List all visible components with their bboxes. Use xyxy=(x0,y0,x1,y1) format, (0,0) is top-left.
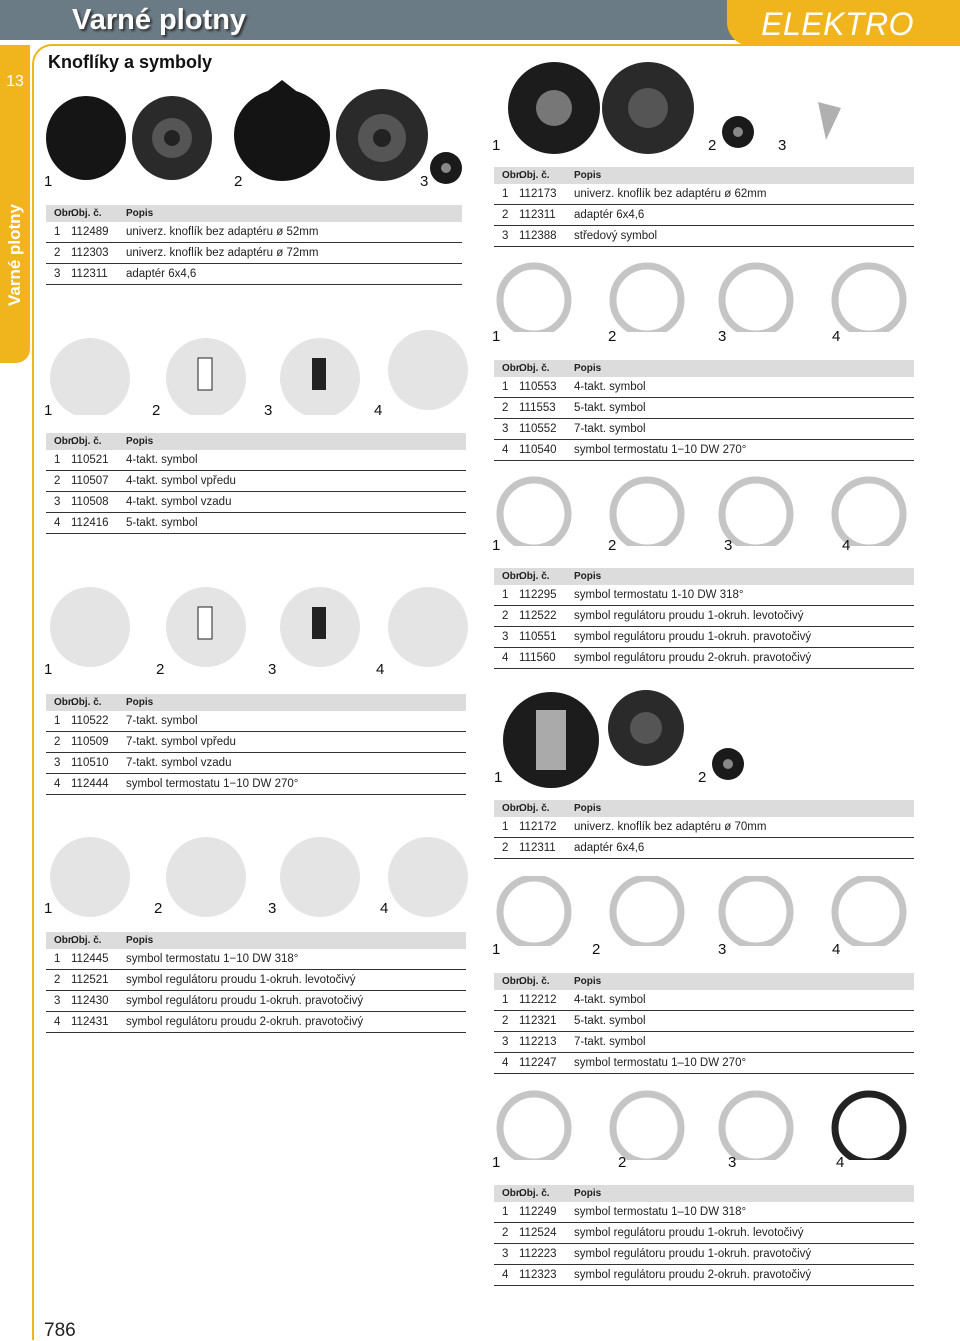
cell-fig: 4 xyxy=(54,1016,61,1028)
table-row xyxy=(46,949,466,970)
cell-description: 7-takt. symbol vzadu xyxy=(126,757,232,769)
product-table xyxy=(46,205,462,285)
cell-fig: 2 xyxy=(54,974,61,986)
cell-description: 4-takt. symbol vzadu xyxy=(126,496,232,508)
col-order-no: Obj. č. xyxy=(519,170,550,181)
cell-fig: 2 xyxy=(502,209,509,221)
table-row xyxy=(46,492,466,513)
cell-description: symbol termostatu 1−10 DW 318° xyxy=(126,953,299,965)
col-order-no: Obj. č. xyxy=(519,1188,550,1199)
cell-order-no: 110507 xyxy=(71,475,109,487)
cell-fig: 1 xyxy=(54,715,61,727)
cell-order-no: 110553 xyxy=(519,381,557,393)
cell-order-no: 110522 xyxy=(71,715,109,727)
figure-label: 2 xyxy=(156,661,165,678)
cell-description: symbol regulátoru proudu 1-okruh. pravotočivý xyxy=(126,995,364,1007)
cell-fig: 3 xyxy=(54,268,61,280)
col-fig: Obr. xyxy=(502,803,523,814)
cell-fig: 1 xyxy=(502,381,509,393)
table-row xyxy=(494,440,914,461)
cell-description: univerz. knoflík bez adaptéru ø 52mm xyxy=(126,226,319,238)
cell-fig: 2 xyxy=(502,1227,509,1239)
knob-image-group-3 xyxy=(496,688,776,788)
col-description: Popis xyxy=(574,363,602,374)
cell-order-no: 110552 xyxy=(519,423,557,435)
table-row xyxy=(46,471,466,492)
col-description: Popis xyxy=(126,935,154,946)
cell-description: 7-takt. symbol xyxy=(126,715,198,727)
table-row xyxy=(494,377,914,398)
cell-description: 7-takt. symbol vpředu xyxy=(126,736,236,748)
cell-description: univerz. knoflík bez adaptéru ø 70mm xyxy=(574,821,767,833)
cell-fig: 2 xyxy=(502,610,509,622)
table-row xyxy=(494,1011,914,1032)
col-order-no: Obj. č. xyxy=(71,208,102,219)
col-fig: Obr. xyxy=(54,935,75,946)
cell-fig: 2 xyxy=(502,842,509,854)
figure-label: 1 xyxy=(44,402,53,419)
figure-label: 1 xyxy=(492,328,501,345)
table-row xyxy=(46,513,466,534)
cell-fig: 4 xyxy=(502,652,509,664)
cell-fig: 1 xyxy=(54,226,61,238)
table-row xyxy=(494,606,914,627)
cell-order-no: 112311 xyxy=(519,209,556,221)
knob-image-group-2 xyxy=(496,60,856,155)
cell-order-no: 112388 xyxy=(519,230,557,242)
cell-order-no: 112213 xyxy=(519,1036,557,1048)
figure-label: 1 xyxy=(492,1154,501,1171)
col-order-no: Obj. č. xyxy=(519,976,550,987)
cell-order-no: 110509 xyxy=(71,736,109,748)
figure-label: 1 xyxy=(494,769,503,786)
cell-order-no: 110521 xyxy=(71,454,109,466)
table-row xyxy=(494,627,914,648)
table-header xyxy=(46,433,466,450)
table-row xyxy=(494,990,914,1011)
cell-description: symbol regulátoru proudu 2-okruh. pravotočivý xyxy=(126,1016,364,1028)
figure-label: 3 xyxy=(268,900,277,917)
table-row xyxy=(46,450,466,471)
page-subtitle: Knoflíky a symboly xyxy=(48,52,213,72)
cell-description: 5-takt. symbol xyxy=(574,402,646,414)
cell-fig: 2 xyxy=(54,736,61,748)
figure-label: 2 xyxy=(708,137,717,154)
table-row xyxy=(494,585,914,606)
figure-label: 3 xyxy=(268,661,277,678)
cell-description: 7-takt. symbol xyxy=(574,1036,646,1048)
cell-order-no: 112247 xyxy=(519,1057,557,1069)
cell-fig: 4 xyxy=(502,1269,509,1281)
col-fig: Obr. xyxy=(502,363,523,374)
cell-fig: 1 xyxy=(502,994,509,1006)
cell-description: symbol regulátoru proudu 1-okruh. pravotočivý xyxy=(574,631,812,643)
table-row xyxy=(494,648,914,669)
product-table xyxy=(494,800,914,859)
product-table xyxy=(494,1185,914,1286)
cell-description: symbol termostatu 1−10 DW 270° xyxy=(574,444,747,456)
cell-fig: 1 xyxy=(502,821,509,833)
cell-fig: 1 xyxy=(502,188,509,200)
cell-description: 4-takt. symbol vpředu xyxy=(126,475,236,487)
page-title: Varné plotny xyxy=(72,4,247,36)
cell-order-no: 112249 xyxy=(519,1206,557,1218)
figure-label: 4 xyxy=(836,1154,845,1171)
table-row xyxy=(46,243,462,264)
figure-label: 2 xyxy=(608,328,617,345)
figure-label: 3 xyxy=(718,328,727,345)
col-fig: Obr. xyxy=(54,697,75,708)
cell-order-no: 112521 xyxy=(71,974,109,986)
section-number: 13 xyxy=(6,73,24,90)
cell-fig: 3 xyxy=(54,496,61,508)
ring-image-group-3 xyxy=(494,876,914,946)
cell-order-no: 112524 xyxy=(519,1227,557,1239)
cell-order-no: 112173 xyxy=(519,188,557,200)
cell-fig: 2 xyxy=(502,1015,509,1027)
cell-order-no: 112445 xyxy=(71,953,109,965)
table-row xyxy=(46,991,466,1012)
cell-order-no: 112321 xyxy=(519,1015,557,1027)
cell-fig: 4 xyxy=(502,444,509,456)
product-table xyxy=(494,360,914,461)
table-row xyxy=(494,1265,914,1286)
cell-order-no: 110508 xyxy=(71,496,109,508)
cell-order-no: 112489 xyxy=(71,226,109,238)
product-table xyxy=(46,694,466,795)
figure-label: 3 xyxy=(264,402,273,419)
table-row xyxy=(46,264,462,285)
figure-label: 1 xyxy=(44,661,53,678)
figure-label: 2 xyxy=(154,900,163,917)
table-row xyxy=(46,1012,466,1033)
col-order-no: Obj. č. xyxy=(71,697,102,708)
figure-label: 4 xyxy=(376,661,385,678)
cell-description: univerz. knoflík bez adaptéru ø 62mm xyxy=(574,188,767,200)
page-number: 786 xyxy=(44,1320,76,1341)
col-fig: Obr. xyxy=(502,170,523,181)
ring-image-group-1 xyxy=(494,262,914,332)
figure-label: 2 xyxy=(592,941,601,958)
cell-fig: 3 xyxy=(54,757,61,769)
product-table xyxy=(494,167,914,247)
cell-description: adaptér 6x4,6 xyxy=(574,842,645,854)
section-side-label: Varné plotny xyxy=(5,203,24,307)
cell-description: symbol termostatu 1–10 DW 270° xyxy=(574,1057,747,1069)
col-description: Popis xyxy=(126,697,154,708)
col-fig: Obr. xyxy=(502,976,523,987)
figure-label: 2 xyxy=(152,402,161,419)
figure-label: 3 xyxy=(420,173,429,190)
cell-order-no: 110551 xyxy=(519,631,557,643)
cell-fig: 2 xyxy=(502,402,509,414)
col-fig: Obr. xyxy=(54,436,75,447)
col-description: Popis xyxy=(574,976,602,987)
cell-fig: 3 xyxy=(502,423,509,435)
table-row xyxy=(494,184,914,205)
table-row xyxy=(494,1053,914,1074)
table-row xyxy=(46,753,466,774)
cell-fig: 1 xyxy=(502,1206,509,1218)
figure-label: 1 xyxy=(492,537,501,554)
product-table xyxy=(494,568,914,669)
table-row xyxy=(494,205,914,226)
figure-label: 3 xyxy=(718,941,727,958)
figure-label: 3 xyxy=(724,537,733,554)
brand-tab xyxy=(727,0,960,46)
cell-order-no: 112444 xyxy=(71,778,109,790)
cell-description: 5-takt. symbol xyxy=(126,517,198,529)
cell-description: 5-takt. symbol xyxy=(574,1015,646,1027)
cell-description: adaptér 6x4,6 xyxy=(574,209,645,221)
table-row xyxy=(494,419,914,440)
figure-label: 1 xyxy=(44,173,53,190)
cell-description: 4-takt. symbol xyxy=(126,454,198,466)
cell-description: symbol termostatu 1-10 DW 318° xyxy=(574,589,744,601)
cell-fig: 4 xyxy=(54,517,61,529)
cell-order-no: 112311 xyxy=(519,842,556,854)
table-row xyxy=(46,711,466,732)
table-header xyxy=(494,167,914,184)
cell-fig: 3 xyxy=(502,230,509,242)
col-description: Popis xyxy=(574,170,602,181)
dial-image-group-3 xyxy=(48,835,468,920)
figure-label: 2 xyxy=(698,769,707,786)
col-order-no: Obj. č. xyxy=(519,363,550,374)
cell-description: adaptér 6x4,6 xyxy=(126,268,197,280)
product-table xyxy=(46,433,466,534)
table-row xyxy=(494,1202,914,1223)
figure-label: 4 xyxy=(374,402,383,419)
cell-order-no: 111553 xyxy=(519,402,556,414)
cell-fig: 1 xyxy=(54,454,61,466)
figure-label: 1 xyxy=(44,900,53,917)
col-fig: Obr. xyxy=(502,1188,523,1199)
cell-description: 7-takt. symbol xyxy=(574,423,646,435)
figure-label: 3 xyxy=(728,1154,737,1171)
table-row xyxy=(46,970,466,991)
table-header xyxy=(46,932,466,949)
col-order-no: Obj. č. xyxy=(71,935,102,946)
table-row xyxy=(494,817,914,838)
figure-label: 2 xyxy=(608,537,617,554)
cell-fig: 4 xyxy=(502,1057,509,1069)
figure-label: 3 xyxy=(778,137,787,154)
figure-label: 2 xyxy=(234,173,243,190)
figure-label: 2 xyxy=(618,1154,627,1171)
cell-order-no: 110510 xyxy=(71,757,109,769)
cell-order-no: 112522 xyxy=(519,610,557,622)
cell-order-no: 112212 xyxy=(519,994,557,1006)
cell-order-no: 112172 xyxy=(519,821,557,833)
cell-order-no: 112311 xyxy=(71,268,108,280)
cell-fig: 3 xyxy=(502,631,509,643)
cell-order-no: 112416 xyxy=(71,517,109,529)
cell-fig: 4 xyxy=(54,778,61,790)
dial-image-group-2 xyxy=(48,585,468,670)
ring-image-group-4 xyxy=(494,1090,914,1160)
cell-description: symbol regulátoru proudu 1-okruh. levotočivý xyxy=(126,974,356,986)
figure-label: 1 xyxy=(492,137,501,154)
table-row xyxy=(494,398,914,419)
cell-fig: 1 xyxy=(502,589,509,601)
cell-description: symbol termostatu 1−10 DW 270° xyxy=(126,778,299,790)
table-row xyxy=(46,222,462,243)
cell-description: symbol regulátoru proudu 1-okruh. levotočivý xyxy=(574,610,804,622)
table-row xyxy=(494,838,914,859)
figure-label: 1 xyxy=(492,941,501,958)
brand-label: ELEKTRO xyxy=(761,6,914,42)
cell-order-no: 112431 xyxy=(71,1016,109,1028)
cell-order-no: 112295 xyxy=(519,589,557,601)
table-header xyxy=(494,800,914,817)
figure-label: 4 xyxy=(832,328,841,345)
table-header xyxy=(494,568,914,585)
cell-order-no: 112323 xyxy=(519,1269,557,1281)
cell-fig: 2 xyxy=(54,475,61,487)
col-fig: Obr. xyxy=(502,571,523,582)
cell-description: 4-takt. symbol xyxy=(574,381,646,393)
table-row xyxy=(46,774,466,795)
col-description: Popis xyxy=(574,1188,602,1199)
table-header xyxy=(494,360,914,377)
cell-description: symbol regulátoru proudu 2-okruh. pravotočivý xyxy=(574,1269,812,1281)
cell-description: 4-takt. symbol xyxy=(574,994,646,1006)
cell-fig: 3 xyxy=(54,995,61,1007)
cell-order-no: 112303 xyxy=(71,247,109,259)
ring-image-group-2 xyxy=(494,476,914,546)
cell-order-no: 110540 xyxy=(519,444,557,456)
table-row xyxy=(494,1223,914,1244)
table-row xyxy=(494,1244,914,1265)
col-description: Popis xyxy=(574,803,602,814)
table-row xyxy=(494,1032,914,1053)
cell-description: symbol regulátoru proudu 1-okruh. levotočivý xyxy=(574,1227,804,1239)
cell-description: symbol termostatu 1–10 DW 318° xyxy=(574,1206,747,1218)
cell-fig: 3 xyxy=(502,1036,509,1048)
cell-description: středový symbol xyxy=(574,230,658,242)
cell-fig: 2 xyxy=(54,247,61,259)
cell-order-no: 111560 xyxy=(519,652,556,664)
cell-description: symbol regulátoru proudu 2-okruh. pravotočivý xyxy=(574,652,812,664)
dial-image-group-1 xyxy=(48,330,468,415)
cell-order-no: 112430 xyxy=(71,995,109,1007)
table-header xyxy=(46,694,466,711)
cell-fig: 3 xyxy=(502,1248,509,1260)
table-header xyxy=(46,205,462,222)
col-description: Popis xyxy=(126,436,154,447)
cell-description: symbol regulátoru proudu 1-okruh. pravotočivý xyxy=(574,1248,812,1260)
section-tab xyxy=(0,45,30,363)
table-header xyxy=(494,1185,914,1202)
col-fig: Obr. xyxy=(54,208,75,219)
product-table xyxy=(494,973,914,1074)
cell-fig: 1 xyxy=(54,953,61,965)
col-order-no: Obj. č. xyxy=(71,436,102,447)
cell-description: univerz. knoflík bez adaptéru ø 72mm xyxy=(126,247,319,259)
col-description: Popis xyxy=(126,208,154,219)
col-description: Popis xyxy=(574,571,602,582)
figure-label: 4 xyxy=(380,900,389,917)
product-table xyxy=(46,932,466,1033)
table-header xyxy=(494,973,914,990)
col-order-no: Obj. č. xyxy=(519,571,550,582)
cell-order-no: 112223 xyxy=(519,1248,557,1260)
figure-label: 4 xyxy=(842,537,851,554)
table-row xyxy=(494,226,914,247)
col-order-no: Obj. č. xyxy=(519,803,550,814)
knob-image-group-1 xyxy=(44,80,474,190)
figure-label: 4 xyxy=(832,941,841,958)
table-row xyxy=(46,732,466,753)
